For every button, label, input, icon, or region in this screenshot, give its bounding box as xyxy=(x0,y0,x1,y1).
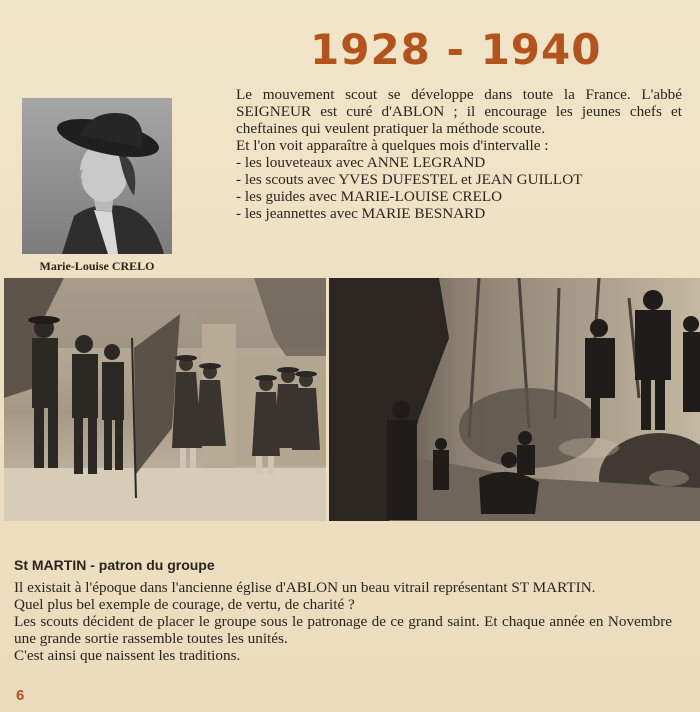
list-item: - les jeannettes avec MARIE BESNARD xyxy=(236,205,486,222)
list-item: - les louveteaux avec ANNE LEGRAND xyxy=(236,154,486,171)
intro-text xyxy=(236,86,682,222)
section-heading: St MARTIN - patron du groupe xyxy=(14,557,215,573)
portrait-photo xyxy=(22,98,172,254)
section-body xyxy=(14,579,672,664)
section-paragraph: Les scouts décident de placer le groupe sous le patronage de ce grand saint. Et chaque année en Novembre une grande sortie rassemble toutes les unités. xyxy=(14,613,672,647)
page-number: 6 xyxy=(16,687,25,704)
portrait-caption: Marie-Louise CRELO xyxy=(39,259,155,273)
list-item: - les guides avec MARIE-LOUISE CRELO xyxy=(236,188,503,205)
leaders-list xyxy=(236,154,682,222)
list-item: - les scouts avec YVES DUFESTEL et JEAN GUILLOT xyxy=(236,171,583,188)
section-paragraph: Quel plus bel exemple de courage, de vertu, de charité ? xyxy=(14,596,355,613)
intro-paragraph: Le mouvement scout se développe dans toute la France. L'abbé SEIGNEUR est curé d'ABLON ; il encourage les jeunes chefs et cheftaines qui veulent pratiquer la méthode scoute. xyxy=(236,86,682,137)
section-paragraph: C'est ainsi que naissent les traditions. xyxy=(14,647,241,664)
page-title: 1928 - 1940 xyxy=(310,25,602,74)
scout-ceremony-photo xyxy=(4,278,326,521)
section-paragraph: Il existait à l'époque dans l'ancienne église d'ABLON un beau vitrail représentant ST MARTIN. xyxy=(14,579,596,596)
intro-paragraph: Et l'on voit apparaître à quelques mois d'intervalle : xyxy=(236,137,549,154)
scout-camp-photo xyxy=(329,278,700,521)
